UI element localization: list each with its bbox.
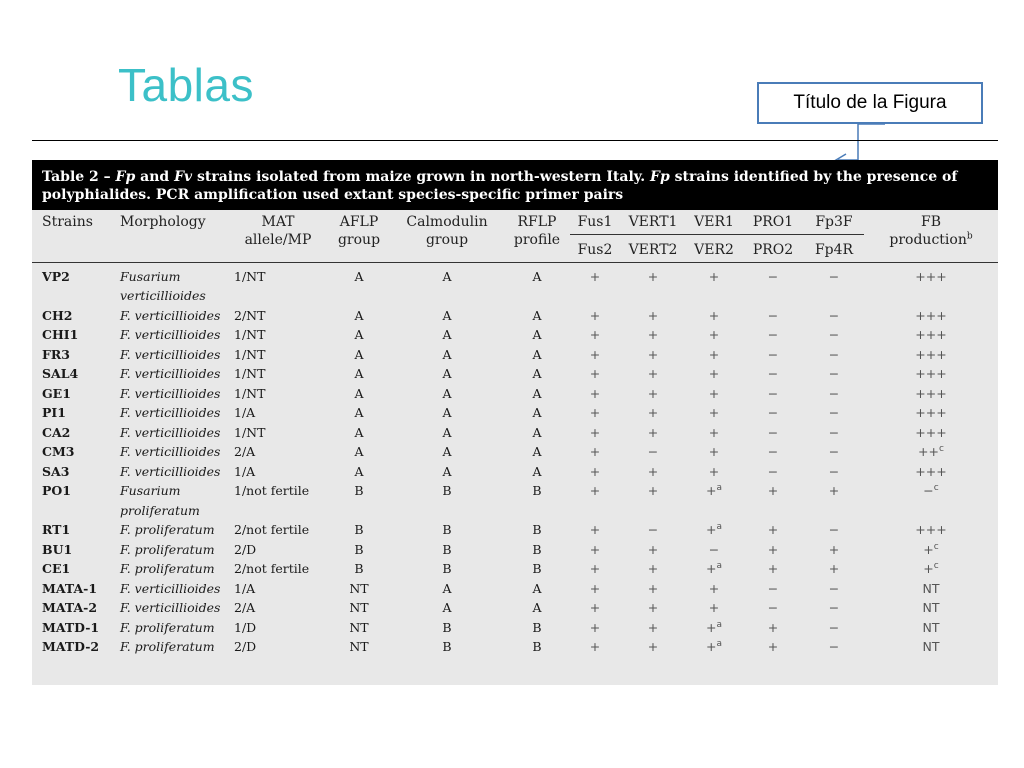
cell-calmodulin: B	[442, 483, 452, 498]
header-calmodulin: Calmodulin group	[390, 210, 504, 262]
cell-morphology: F. verticillioides	[120, 463, 221, 479]
header-fus1: Fus1	[570, 210, 620, 234]
cell-fus: +	[589, 639, 601, 654]
cell-pro: −	[767, 366, 779, 381]
cell-fp: −	[828, 522, 840, 537]
cell-rflp: A	[532, 424, 542, 440]
cell-morphology: F. verticillioides	[120, 307, 221, 323]
cell-pro: +	[767, 619, 779, 635]
cell-ver: +	[708, 463, 720, 479]
cell-fb: NT	[922, 619, 940, 635]
cell-ver: +$^a$	[706, 638, 722, 654]
header-fp4r: Fp4R	[804, 234, 864, 262]
table-row	[32, 598, 998, 618]
cell-fb: +++	[915, 385, 947, 401]
cell-fus: +	[589, 346, 601, 362]
header-strains: Strains	[32, 210, 114, 262]
cell-vert: +	[647, 268, 659, 284]
cell-fus: +	[589, 424, 601, 440]
cell-pro: −	[767, 327, 779, 342]
cell-fb: +++	[915, 307, 947, 323]
cell-calmodulin: A	[442, 424, 452, 440]
cell-morphology: F. verticillioides	[120, 600, 221, 615]
table-header	[32, 210, 998, 262]
cell-vert: −	[647, 444, 659, 459]
cell-mat: 1/NT	[234, 424, 266, 440]
cell-rflp: A	[532, 346, 542, 362]
cell-rflp: A	[532, 463, 542, 479]
cell-fb: +$^c$	[923, 560, 939, 576]
cell-strain: CH2	[42, 307, 73, 323]
callout-label: Título de la Figura	[793, 92, 947, 113]
cell-fb: +++	[915, 268, 947, 284]
cell-vert: +	[647, 405, 659, 420]
cell-ver: +	[708, 327, 720, 342]
cell-morphology: Fusarium verticillioides	[120, 268, 206, 303]
cell-aflp: NT	[349, 639, 369, 654]
cell-rflp: A	[532, 405, 542, 420]
cell-fp: −	[828, 307, 840, 323]
table-row	[32, 364, 998, 384]
cell-rflp: A	[532, 385, 542, 401]
cell-fp: −	[828, 639, 840, 654]
header-fus2: Fus2	[570, 234, 620, 262]
cell-morphology: F. verticillioides	[120, 405, 221, 420]
cell-strain: PI1	[42, 405, 66, 420]
header-aflp: AFLP group	[328, 210, 390, 262]
header-ver1: VER1	[686, 210, 742, 234]
cell-aflp: A	[354, 268, 364, 284]
cell-calmodulin: B	[442, 541, 452, 557]
cell-fus: +	[589, 405, 601, 420]
cell-rflp: A	[532, 366, 542, 381]
cell-fb: +++	[915, 327, 947, 342]
cell-fb: NT	[922, 639, 940, 654]
cell-vert: +	[647, 385, 659, 401]
cell-fp: +	[828, 561, 840, 576]
cell-pro: −	[767, 424, 779, 440]
cell-strain: MATA-2	[42, 600, 98, 615]
cell-vert: +	[647, 346, 659, 362]
cell-mat: 1/A	[234, 463, 256, 479]
cell-calmodulin: A	[442, 600, 452, 615]
cell-fp: +	[828, 483, 840, 498]
cell-fp: −	[828, 619, 840, 635]
cell-strain: CE1	[42, 561, 71, 576]
cell-fb: NT	[922, 580, 940, 596]
cell-aflp: A	[354, 385, 364, 401]
cell-pro: +	[767, 522, 779, 537]
cell-fus: +	[589, 307, 601, 323]
figure-title-callout	[757, 82, 983, 124]
cell-rflp: A	[532, 268, 542, 284]
cell-calmodulin: A	[442, 307, 452, 323]
cell-rflp: B	[532, 619, 542, 635]
table-row	[32, 520, 998, 540]
cell-strain: MATA-1	[42, 580, 98, 596]
cell-rflp: B	[532, 483, 542, 498]
cell-fb: +++	[915, 366, 947, 381]
cell-rflp: B	[532, 561, 542, 576]
cell-fp: −	[828, 424, 840, 440]
cell-calmodulin: A	[442, 268, 452, 284]
cell-ver: +$^a$	[706, 560, 722, 576]
cell-strain: BU1	[42, 541, 73, 557]
cell-pro: +	[767, 639, 779, 654]
cell-fus: +	[589, 444, 601, 459]
table-row	[32, 481, 998, 520]
cell-fus: +	[589, 580, 601, 596]
cell-morphology: F. verticillioides	[120, 327, 221, 342]
cell-morphology: F. proliferatum	[120, 639, 215, 654]
table-row	[32, 384, 998, 404]
cell-mat: 2/NT	[234, 307, 266, 323]
strains-table	[32, 210, 998, 657]
cell-vert: −	[647, 522, 659, 537]
caption-line-2: polyphialides. PCR amplification used extant species-specific primer pairs	[42, 187, 624, 203]
table-row	[32, 403, 998, 423]
cell-aflp: A	[354, 424, 364, 440]
cell-pro: −	[767, 463, 779, 479]
cell-mat: 2/not fertile	[234, 561, 310, 576]
cell-pro: +	[767, 541, 779, 557]
cell-pro: −	[767, 444, 779, 459]
cell-fus: +	[589, 385, 601, 401]
cell-strain: MATD-1	[42, 619, 100, 635]
cell-aflp: A	[354, 307, 364, 323]
cell-mat: 1/A	[234, 405, 256, 420]
cell-strain: CM3	[42, 444, 75, 459]
cell-aflp: A	[354, 405, 364, 420]
cell-mat: 1/D	[234, 619, 257, 635]
cell-fp: −	[828, 268, 840, 284]
cell-morphology: F. verticillioides	[120, 346, 221, 362]
cell-strain: MATD-2	[42, 639, 100, 654]
cell-aflp: A	[354, 463, 364, 479]
cell-rflp: A	[532, 327, 542, 342]
cell-fp: +	[828, 541, 840, 557]
cell-ver: +$^a$	[706, 482, 722, 498]
cell-fus: +	[589, 483, 601, 498]
cell-mat: 2/D	[234, 639, 257, 654]
table-row	[32, 262, 998, 306]
cell-fp: −	[828, 405, 840, 420]
cell-mat: 1/A	[234, 580, 256, 596]
header-vert1: VERT1	[620, 210, 686, 234]
cell-fb: +++	[915, 424, 947, 440]
cell-fp: −	[828, 444, 840, 459]
table-row	[32, 306, 998, 326]
cell-rflp: B	[532, 522, 542, 537]
cell-fp: −	[828, 580, 840, 596]
cell-calmodulin: A	[442, 444, 452, 459]
cell-mat: 1/NT	[234, 268, 266, 284]
cell-aflp: B	[354, 541, 364, 557]
cell-calmodulin: A	[442, 463, 452, 479]
cell-fb: +++	[915, 522, 947, 537]
cell-fb: −$^c$	[923, 482, 939, 498]
cell-calmodulin: A	[442, 385, 452, 401]
cell-morphology: F. proliferatum	[120, 561, 215, 576]
cell-fb: +++	[915, 405, 947, 420]
cell-vert: +	[647, 561, 659, 576]
cell-aflp: A	[354, 444, 364, 459]
cell-morphology: F. verticillioides	[120, 385, 221, 401]
cell-vert: +	[647, 483, 659, 498]
cell-aflp: NT	[349, 600, 369, 615]
cell-fp: −	[828, 366, 840, 381]
cell-mat: 2/not fertile	[234, 522, 310, 537]
table-row	[32, 325, 998, 345]
cell-aflp: A	[354, 346, 364, 362]
cell-morphology: Fusarium proliferatum	[120, 483, 200, 518]
cell-ver: −	[708, 541, 720, 557]
cell-strain: SAL4	[42, 366, 79, 381]
cell-fus: +	[589, 561, 601, 576]
cell-strain: GE1	[42, 385, 71, 401]
cell-fp: −	[828, 327, 840, 342]
cell-pro: +	[767, 483, 779, 498]
cell-pro: −	[767, 405, 779, 420]
table-row	[32, 637, 998, 657]
cell-fus: +	[589, 600, 601, 615]
cell-morphology: F. proliferatum	[120, 541, 215, 557]
table-row	[32, 579, 998, 599]
table-row	[32, 423, 998, 443]
cell-pro: −	[767, 600, 779, 615]
table-caption	[32, 160, 998, 210]
cell-mat: 1/not fertile	[234, 483, 310, 498]
cell-aflp: A	[354, 327, 364, 342]
cell-fb: ++$^c$	[918, 443, 944, 459]
table-row	[32, 345, 998, 365]
cell-fb: NT	[922, 600, 940, 615]
cell-fp: −	[828, 463, 840, 479]
cell-calmodulin: A	[442, 366, 452, 381]
cell-rflp: A	[532, 307, 542, 323]
cell-ver: +	[708, 444, 720, 459]
cell-fb: +++	[915, 346, 947, 362]
cell-fus: +	[589, 366, 601, 381]
cell-ver: +	[708, 307, 720, 323]
cell-vert: +	[647, 327, 659, 342]
cell-mat: 2/A	[234, 444, 256, 459]
cell-pro: −	[767, 385, 779, 401]
cell-aflp: A	[354, 366, 364, 381]
cell-rflp: A	[532, 580, 542, 596]
cell-fus: +	[589, 522, 601, 537]
cell-strain: CA2	[42, 424, 71, 440]
cell-calmodulin: B	[442, 639, 452, 654]
header-rflp: RFLP profile	[504, 210, 570, 262]
cell-aflp: B	[354, 483, 364, 498]
cell-calmodulin: B	[442, 561, 452, 576]
cell-morphology: F. verticillioides	[120, 366, 221, 381]
table-row	[32, 618, 998, 638]
cell-morphology: F. verticillioides	[120, 444, 221, 459]
cell-vert: +	[647, 366, 659, 381]
cell-vert: +	[647, 424, 659, 440]
header-fb-production: FB production$^b$	[864, 210, 998, 262]
cell-mat: 1/NT	[234, 346, 266, 362]
header-fp3f: Fp3F	[804, 210, 864, 234]
header-vert2: VERT2	[620, 234, 686, 262]
cell-fus: +	[589, 541, 601, 557]
cell-ver: +	[708, 268, 720, 284]
header-mat: MAT allele/MP	[228, 210, 328, 262]
cell-fus: +	[589, 463, 601, 479]
cell-aflp: NT	[349, 580, 369, 596]
cell-rflp: B	[532, 541, 542, 557]
cell-ver: +	[708, 405, 720, 420]
title-divider	[32, 140, 998, 141]
caption-line-1: Table 2 – Fp and Fv strains isolated from maize grown in north-western Italy. Fp strains identified by the presence of	[42, 169, 958, 185]
header-pro2: PRO2	[742, 234, 804, 262]
table-row	[32, 442, 998, 462]
cell-pro: −	[767, 346, 779, 362]
cell-ver: +	[708, 424, 720, 440]
table-row	[32, 462, 998, 482]
cell-aflp: B	[354, 561, 364, 576]
cell-ver: +	[708, 366, 720, 381]
cell-fp: −	[828, 600, 840, 615]
table-figure	[32, 160, 998, 685]
cell-morphology: F. verticillioides	[120, 580, 221, 596]
cell-ver: +	[708, 600, 720, 615]
cell-vert: +	[647, 600, 659, 615]
cell-vert: +	[647, 463, 659, 479]
cell-pro: +	[767, 561, 779, 576]
cell-mat: 2/A	[234, 600, 256, 615]
cell-calmodulin: A	[442, 346, 452, 362]
cell-fus: +	[589, 268, 601, 284]
cell-pro: −	[767, 307, 779, 323]
cell-aflp: NT	[349, 619, 369, 635]
table-body	[32, 262, 998, 657]
cell-morphology: F. proliferatum	[120, 619, 215, 635]
cell-fp: −	[828, 346, 840, 362]
cell-fb: +++	[915, 463, 947, 479]
cell-vert: +	[647, 580, 659, 596]
cell-calmodulin: A	[442, 405, 452, 420]
table-row	[32, 559, 998, 579]
cell-calmodulin: A	[442, 327, 452, 342]
cell-fp: −	[828, 385, 840, 401]
cell-calmodulin: B	[442, 522, 452, 537]
table-row	[32, 540, 998, 560]
cell-morphology: F. proliferatum	[120, 522, 215, 537]
cell-strain: SA3	[42, 463, 70, 479]
cell-calmodulin: A	[442, 580, 452, 596]
cell-fus: +	[589, 327, 601, 342]
cell-mat: 1/NT	[234, 385, 266, 401]
header-morphology: Morphology	[114, 210, 228, 262]
cell-rflp: B	[532, 639, 542, 654]
cell-rflp: A	[532, 600, 542, 615]
cell-vert: +	[647, 639, 659, 654]
cell-strain: VP2	[42, 268, 70, 284]
cell-fus: +	[589, 619, 601, 635]
slide-title: Tablas	[118, 59, 254, 111]
cell-aflp: B	[354, 522, 364, 537]
cell-morphology: F. verticillioides	[120, 424, 221, 440]
cell-ver: +	[708, 580, 720, 596]
cell-calmodulin: B	[442, 619, 452, 635]
cell-ver: +$^a$	[706, 521, 722, 537]
cell-ver: +	[708, 385, 720, 401]
cell-mat: 1/NT	[234, 366, 266, 381]
cell-strain: PO1	[42, 483, 71, 498]
cell-pro: −	[767, 580, 779, 596]
cell-vert: +	[647, 541, 659, 557]
cell-rflp: A	[532, 444, 542, 459]
cell-fb: +$^c$	[923, 541, 939, 557]
cell-ver: +	[708, 346, 720, 362]
cell-strain: CHI1	[42, 327, 79, 342]
cell-vert: +	[647, 619, 659, 635]
header-pro1: PRO1	[742, 210, 804, 234]
cell-vert: +	[647, 307, 659, 323]
cell-ver: +$^a$	[706, 619, 722, 635]
cell-mat: 2/D	[234, 541, 257, 557]
header-ver2: VER2	[686, 234, 742, 262]
cell-mat: 1/NT	[234, 327, 266, 342]
cell-strain: FR3	[42, 346, 70, 362]
cell-strain: RT1	[42, 522, 71, 537]
cell-pro: −	[767, 268, 779, 284]
